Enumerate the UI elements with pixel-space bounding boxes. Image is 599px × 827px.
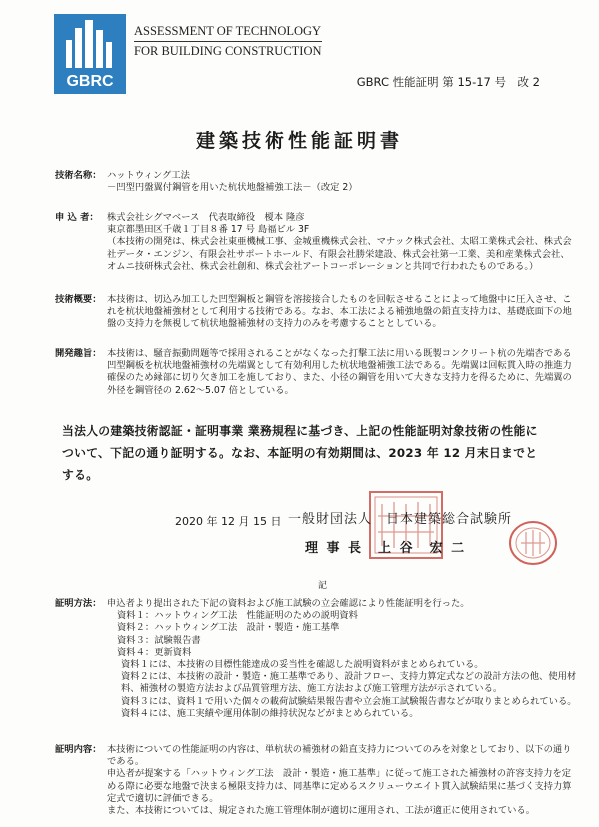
president-seal (508, 520, 558, 566)
applicant-line2: 東京都墨田区千歳１丁目８番 17 号 島福ビル 3F (107, 224, 310, 236)
applicant-label: 申 込 者： (55, 212, 99, 223)
content-label: 証明内容： (55, 744, 102, 755)
method-note: 資料４には、施工実績や運用体制の維持状況などがまとめられている。 (121, 707, 419, 719)
content-para: 申込者が提案する「ハットウィング工法 設計・製造・施工基準」に従って施工された補強材の許容支持力を定める際に必要な地盤で決まる極限支持力は、同基準に定めるスクリューウエイト貫入試験結果に基づく支持力算定式で適切に評価できる。 (107, 768, 572, 804)
gbrc-logo (54, 14, 126, 94)
method-label: 証明方法： (55, 598, 102, 609)
content-para: また、本技術については、規定された施工管理体制が適切に運用され、工法が適正に使用されている。 (107, 805, 536, 817)
method-section (55, 598, 577, 720)
ki-marker: 記 (318, 581, 328, 591)
overview-label: 技術概要： (55, 294, 102, 305)
tech-name-section (55, 170, 577, 194)
document-title: 建築技術性能証明書 (195, 130, 403, 152)
method-note: 資料３には、資料１で用いた個々の載荷試験結果報告書や立会施工試験報告書などが取りまとめられている。 (121, 695, 577, 707)
overview-text: 本技術は、切込み加工した凹型鋼板と鋼管を溶接接合したものを回転させることによって地盤中に圧入させ、これを杭状地盤補強材として利用する技術である。なお、本工法による補強地盤の鉛直支持力は、基礎底面下の地盤の支持力を無視して杭状地盤補強材の支持力のみを考慮することとしている。 (107, 294, 572, 330)
overview-section (55, 294, 577, 331)
org-name-english (134, 22, 322, 60)
tech-name-label: 技術名称： (55, 170, 102, 181)
applicant-line3: （本技術の開発は、株式会社東亜機械工事、金城重機株式会社、マナック株式会社、太昭工業株式会社、株式会社データ・エンジン、有限会社サポートホールド、有限会社勝栄建設、株式会社第一工業、美和産業株式会社、オムニ技研株式会社、株式会社創和、株式会社アートコーポレーションと共同で行われたものである。） (107, 236, 572, 272)
cert-number: GBRC 性能証明 第 15-17 号 改 2 (356, 75, 540, 89)
issue-date: 2020 年 12 月 15 日 (175, 515, 282, 528)
purpose-section (55, 348, 577, 397)
org-line1: ASSESSMENT OF TECHNOLOGY (134, 22, 322, 42)
tech-name-line2: －凹型円盤翼付鋼管を用いた杭状地盤補強工法－（改定 2） (107, 182, 358, 194)
method-doc: 資料２：ハットウィング工法 設計・製造・施工基準 (117, 622, 340, 634)
method-doc: 資料１：ハットウィング工法 性能証明のための説明資料 (117, 610, 358, 622)
method-note: 資料２には、本技術の設計・製造・施工基準であり、設計フロー、支持力算定式などの設計方法の他、使用材料、補強材の製造方法および品質管理方法、施工方法および施工管理方法が示されている。 (121, 671, 577, 695)
applicant-line1: 株式会社シグマベース 代表取締役 榎本 隆彦 (107, 212, 305, 223)
content-section (55, 744, 577, 817)
applicant-section (55, 212, 577, 273)
certifying-organization: 一般財団法人 日本建築総合試験所 (288, 512, 513, 527)
declaration-text: 当法人の建築技術認証・証明事業 業務規程に基づき、上記の性能証明対象技術の性能について、下記の通り証明する。なお、本証明の有効期間は、2023 年 12 月末日までとする。 (62, 424, 538, 482)
method-intro: 申込者より提出された下記の資料および施工試験の立会確認により性能証明を行った。 (107, 598, 470, 609)
purpose-label: 開発趣旨： (55, 348, 102, 359)
president-name: 理 事 長 上 谷 宏 二 (305, 541, 467, 556)
purpose-text: 本技術は、騒音振動問題等で採用されることがなくなった打撃工法に用いる既製コンクリート杭の先端杏である凹型鋼板を杭状地盤補強材の先端翼として有効利用した杭状地盤補強工法である。先端翼は回転貫入時の推進力確保のため縁部に切り欠き加工を施しており、また、小径の鋼管を用いて大きな支持力を得るために、先端翼の外径を鋼管径の 2.62～5.07 倍としている。 (107, 348, 572, 396)
logo-text: GBRC (66, 73, 114, 90)
tech-name-line1: ハットウィング工法 (107, 170, 190, 181)
method-doc: 資料３：試験報告書 (117, 634, 201, 646)
org-line2: FOR BUILDING CONSTRUCTION (134, 44, 322, 58)
method-note: 資料１には、本技術の目標性能達成の妥当性を確認した説明資料がまとめられている。 (121, 659, 484, 671)
content-para: 本技術についての性能証明の内容は、単杭状の補強材の鉛直支持力についてのみを対象としており、以下の通りである。 (107, 744, 572, 768)
method-doc: 資料４：更新資料 (117, 646, 192, 658)
